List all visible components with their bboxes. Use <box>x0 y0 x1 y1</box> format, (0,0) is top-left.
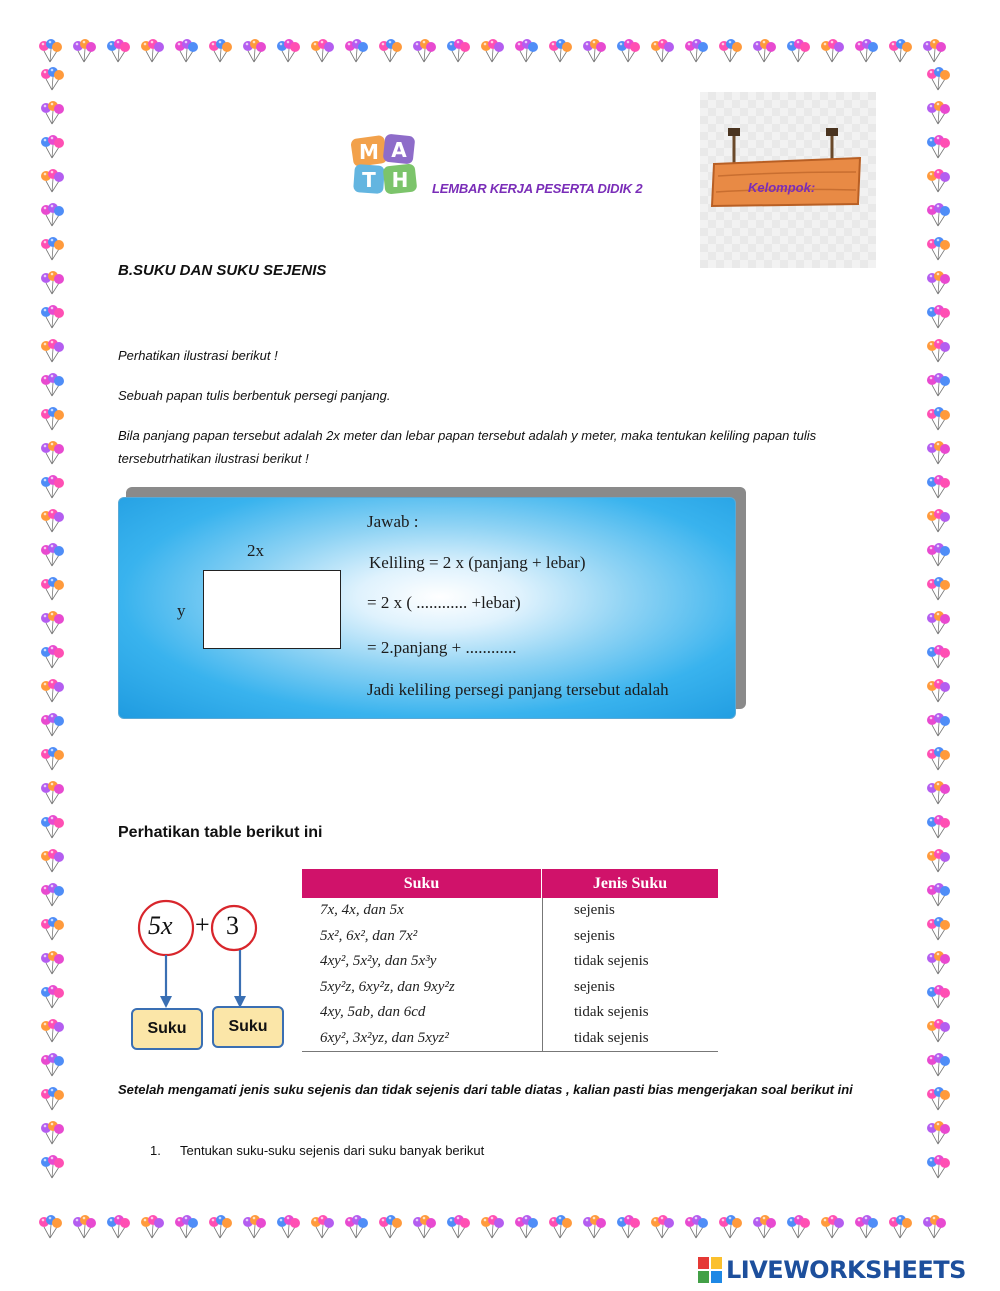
balloon-icon <box>72 1214 98 1240</box>
balloon-icon <box>926 984 952 1010</box>
rect-height-label: y <box>177 601 186 620</box>
liveworksheets-brand[interactable] <box>698 1256 966 1284</box>
balloon-icon <box>208 1214 234 1240</box>
balloon-icon <box>926 644 952 670</box>
term-3: 3 <box>226 911 239 940</box>
balloon-icon <box>926 1120 952 1146</box>
table-row <box>302 949 718 975</box>
balloon-icon <box>40 474 66 500</box>
balloon-icon <box>650 1214 676 1240</box>
table-row <box>302 975 718 1001</box>
balloon-icon <box>412 1214 438 1240</box>
balloon-icon <box>344 1214 370 1240</box>
answer-line-4: = 2.panjang + ............ <box>367 638 517 657</box>
balloon-icon <box>40 1120 66 1146</box>
cell-suku: 6xy², 3x²yz, dan 5xyz² <box>320 1029 449 1046</box>
answer-line-3: = 2 x ( ............ +lebar) <box>367 593 521 612</box>
balloon-icon <box>344 38 370 64</box>
balloon-icon <box>40 848 66 874</box>
balloon-icon <box>926 270 952 296</box>
answer-line-2: Keliling = 2 x (panjang + lebar) <box>369 553 586 572</box>
balloon-icon <box>926 304 952 330</box>
cell-jenis: tidak sejenis <box>574 953 649 970</box>
balloon-icon <box>40 440 66 466</box>
header-suku: Suku <box>302 869 542 898</box>
balloon-icon <box>40 678 66 704</box>
rect-width-label: 2x <box>247 541 264 560</box>
balloon-border-bottom <box>38 1212 958 1242</box>
question-number: 1. <box>150 1143 161 1158</box>
balloon-icon <box>926 236 952 262</box>
instruction-text: Setelah mengamati jenis suku sejenis dan tidak sejenis dari table diatas , kalian pasti bias mengerjakan soal berikut ini <box>118 1082 853 1097</box>
table-section-title: Perhatikan table berikut ini <box>118 824 323 841</box>
balloon-icon <box>106 1214 132 1240</box>
worksheet-title: LEMBAR KERJA PESERTA DIDIK 2 <box>432 181 643 196</box>
cell-suku: 5x², 6x², dan 7x² <box>320 927 418 944</box>
balloon-icon <box>820 1214 846 1240</box>
balloon-icon <box>922 38 948 64</box>
balloon-icon <box>926 134 952 160</box>
balloon-icon <box>40 712 66 738</box>
balloon-border-top <box>38 36 958 66</box>
cell-jenis: tidak sejenis <box>574 1004 649 1021</box>
balloon-icon <box>40 576 66 602</box>
logo-letter-h: H <box>391 168 409 192</box>
paragraph-intro: Perhatikan ilustrasi berikut ! <box>118 348 278 363</box>
balloon-icon <box>106 38 132 64</box>
balloon-icon <box>926 1086 952 1112</box>
balloon-icon <box>446 1214 472 1240</box>
balloon-icon <box>854 1214 880 1240</box>
brand-name: LIVEWORKSHEETS <box>726 1256 966 1284</box>
balloon-icon <box>888 1214 914 1240</box>
balloon-icon <box>926 950 952 976</box>
balloon-icon <box>820 38 846 64</box>
balloon-icon <box>548 38 574 64</box>
balloon-icon <box>40 338 66 364</box>
balloon-icon <box>480 38 506 64</box>
balloon-icon <box>926 882 952 908</box>
table-row <box>302 924 718 950</box>
balloon-icon <box>926 1154 952 1180</box>
balloon-border-left <box>38 66 68 1212</box>
table-row <box>302 1026 718 1052</box>
balloon-icon <box>40 66 66 92</box>
balloon-icon <box>926 780 952 806</box>
question-1 <box>150 1143 484 1158</box>
balloon-icon <box>514 1214 540 1240</box>
balloon-icon <box>684 1214 710 1240</box>
balloon-icon <box>926 678 952 704</box>
balloon-icon <box>310 38 336 64</box>
math-logo <box>350 133 430 195</box>
answer-line-5: Jadi keliling persegi panjang tersebut adalah <box>367 680 669 699</box>
balloon-icon <box>854 38 880 64</box>
balloon-icon <box>926 474 952 500</box>
cell-suku: 4xy, 5ab, dan 6cd <box>320 1004 426 1021</box>
balloon-icon <box>40 1018 66 1044</box>
balloon-icon <box>40 610 66 636</box>
balloon-icon <box>582 1214 608 1240</box>
balloon-icon <box>242 1214 268 1240</box>
balloon-icon <box>276 38 302 64</box>
balloon-icon <box>72 38 98 64</box>
balloon-icon <box>616 1214 642 1240</box>
cell-jenis: sejenis <box>574 902 615 919</box>
balloon-icon <box>616 38 642 64</box>
table-row <box>302 898 718 924</box>
balloon-icon <box>40 644 66 670</box>
balloon-icon <box>718 1214 744 1240</box>
balloon-icon <box>40 984 66 1010</box>
balloon-icon <box>548 1214 574 1240</box>
balloon-icon <box>242 38 268 64</box>
balloon-icon <box>40 882 66 908</box>
balloon-icon <box>40 1086 66 1112</box>
suku-box-1: Suku <box>131 1008 203 1050</box>
balloon-icon <box>412 38 438 64</box>
balloon-icon <box>310 1214 336 1240</box>
balloon-icon <box>752 1214 778 1240</box>
balloon-icon <box>922 1214 948 1240</box>
balloon-icon <box>40 304 66 330</box>
balloon-icon <box>40 372 66 398</box>
section-title: B.SUKU DAN SUKU SEJENIS <box>118 262 327 279</box>
question-text: Tentukan suku-suku sejenis dari suku banyak berikut <box>180 1143 485 1158</box>
balloon-icon <box>926 712 952 738</box>
balloon-icon <box>40 134 66 160</box>
plus-operator: + <box>195 910 210 939</box>
logo-letter-m: M <box>359 140 379 164</box>
cell-suku: 5xy²z, 6xy²z, dan 9xy²z <box>320 978 455 995</box>
balloon-icon <box>40 100 66 126</box>
table-row <box>302 1000 718 1026</box>
balloon-icon <box>786 1214 812 1240</box>
balloon-icon <box>378 38 404 64</box>
balloon-icon <box>40 950 66 976</box>
balloon-icon <box>926 848 952 874</box>
balloon-icon <box>38 1214 64 1240</box>
header-jenis-suku: Jenis Suku <box>592 874 668 892</box>
balloon-icon <box>140 1214 166 1240</box>
balloon-icon <box>926 508 952 534</box>
suku-box-2: Suku <box>212 1006 284 1048</box>
balloon-icon <box>926 1052 952 1078</box>
balloon-icon <box>684 38 710 64</box>
cell-jenis: sejenis <box>574 927 615 944</box>
logo-letter-a: A <box>391 138 407 162</box>
balloon-icon <box>786 38 812 64</box>
balloon-icon <box>40 916 66 942</box>
balloon-icon <box>480 1214 506 1240</box>
balloon-icon <box>650 38 676 64</box>
balloon-icon <box>38 38 64 64</box>
logo-letter-t: T <box>362 168 376 192</box>
balloon-border-right <box>924 66 954 1212</box>
balloon-icon <box>378 1214 404 1240</box>
balloon-icon <box>926 1018 952 1044</box>
balloon-icon <box>926 916 952 942</box>
answer-line-1: Jawab : <box>367 512 419 531</box>
balloon-icon <box>40 270 66 296</box>
balloon-icon <box>40 508 66 534</box>
balloon-icon <box>926 440 952 466</box>
table-header <box>302 869 718 898</box>
balloon-icon <box>40 406 66 432</box>
balloon-icon <box>926 746 952 772</box>
balloon-icon <box>582 38 608 64</box>
terms-table <box>302 869 718 1052</box>
group-sign <box>700 92 876 268</box>
balloon-icon <box>926 814 952 840</box>
balloon-icon <box>514 38 540 64</box>
balloon-icon <box>40 168 66 194</box>
table-body <box>302 898 718 1052</box>
balloon-icon <box>926 576 952 602</box>
balloon-icon <box>174 1214 200 1240</box>
balloon-icon <box>208 38 234 64</box>
balloon-icon <box>276 1214 302 1240</box>
term-5x: 5x <box>148 911 173 940</box>
balloon-icon <box>40 542 66 568</box>
balloon-icon <box>926 202 952 228</box>
balloon-icon <box>752 38 778 64</box>
cell-suku: 7x, 4x, dan 5x <box>320 902 404 919</box>
balloon-icon <box>140 38 166 64</box>
balloon-icon <box>926 406 952 432</box>
balloon-icon <box>40 1154 66 1180</box>
answer-box <box>118 497 736 719</box>
balloon-icon <box>926 168 952 194</box>
balloon-icon <box>926 66 952 92</box>
balloon-icon <box>40 236 66 262</box>
cell-jenis: sejenis <box>574 978 615 995</box>
balloon-icon <box>40 780 66 806</box>
group-label: Kelompok: <box>748 180 816 195</box>
paragraph-problem: Bila panjang papan tersebut adalah 2x meter dan lebar papan tersebut adalah y meter, maka tentukan keliling papan tulis tersebutrhatikan ilustrasi berikut ! <box>118 428 817 466</box>
paragraph-board: Sebuah papan tulis berbentuk persegi panjang. <box>118 388 391 403</box>
balloon-icon <box>174 38 200 64</box>
balloon-icon <box>888 38 914 64</box>
balloon-icon <box>40 1052 66 1078</box>
balloon-icon <box>926 338 952 364</box>
rectangle-illustration <box>203 570 341 649</box>
balloon-icon <box>926 100 952 126</box>
balloon-icon <box>926 610 952 636</box>
balloon-icon <box>40 202 66 228</box>
liveworksheets-logo-icon <box>698 1257 722 1283</box>
balloon-icon <box>446 38 472 64</box>
balloon-icon <box>926 542 952 568</box>
balloon-icon <box>926 372 952 398</box>
balloon-icon <box>40 746 66 772</box>
cell-jenis: tidak sejenis <box>574 1029 649 1046</box>
balloon-icon <box>40 814 66 840</box>
cell-suku: 4xy², 5x²y, dan 5x³y <box>320 953 437 970</box>
balloon-icon <box>718 38 744 64</box>
